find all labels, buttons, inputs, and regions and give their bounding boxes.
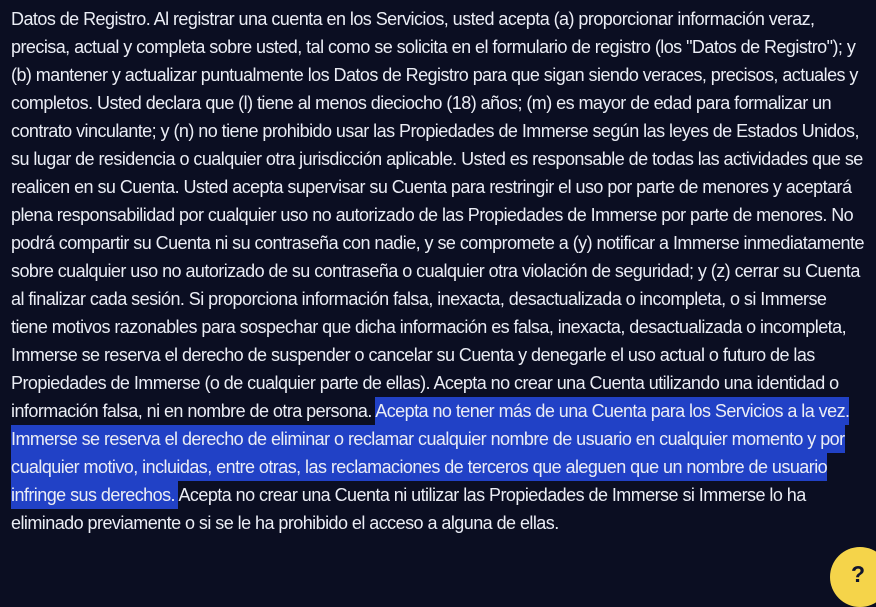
question-mark-icon: ?: [850, 560, 866, 587]
terms-text-after-selection: Acepta no crear una Cuenta ni utilizar las Propiedades de Immerse si Immerse lo ha eliminado previamente o si se le ha prohibido el acceso a alguna de ellas.: [11, 485, 806, 533]
selected-text: Acepta no tener más de una Cuenta para los Servicios a la vez. Immerse se reserva el derecho de eliminar o reclamar cualquier nombre de usuario en cualquier momento y por cualquier motivo, incluidas, entre otras, las reclamaciones de terceros que aleguen que un nombre de usuario infringe sus derechos.: [11, 397, 849, 509]
help-button[interactable]: [830, 547, 876, 607]
terms-text-before-selection: Datos de Registro. Al registrar una cuenta en los Servicios, usted acepta (a) proporcionar información veraz, precisa, actual y completa sobre usted, tal como se solicita en el formulario de registro (los "Datos de Registro"); y (b) mantener y actualizar puntualmente los Datos de Registro para que sigan siendo veraces, precisos, actuales y completos. Usted declara que (l) tiene al menos dieciocho (18) años; (m) es mayor de edad para formalizar un contrato vinculante; y (n) no tiene prohibido usar las Propiedades de Immerse según las leyes de Estados Unidos, su lugar de residencia o cualquier otra jurisdicción aplicable. Usted es responsable de todas las actividades que se realicen en su Cuenta. Usted acepta supervisar su Cuenta para restringir el uso por parte de menores y aceptará plena responsabilidad por cualquier uso no autorizado de las Propiedades de Immerse por parte de menores. No podrá compartir su Cuenta ni su contraseña con nadie, y se compromete a (y) notificar a Immerse inmediatamente sobre cualquier uso no autorizado de su contraseña o cualquier otra violación de seguridad; y (z) cerrar su Cuenta al finalizar cada sesión. Si proporciona información falsa, inexacta, desactualizada o incompleta, o si Immerse tiene motivos razonables para sospechar que dicha información es falsa, inexacta, desactualizada o incompleta, Immerse se reserva el derecho de suspender o cancelar su Cuenta y denegarle el uso actual o futuro de las Propiedades de Immerse (o de cualquier parte de ellas). Acepta no crear una Cuenta utilizando una identidad o información falsa, ni en nombre de otra persona.: [11, 9, 864, 421]
